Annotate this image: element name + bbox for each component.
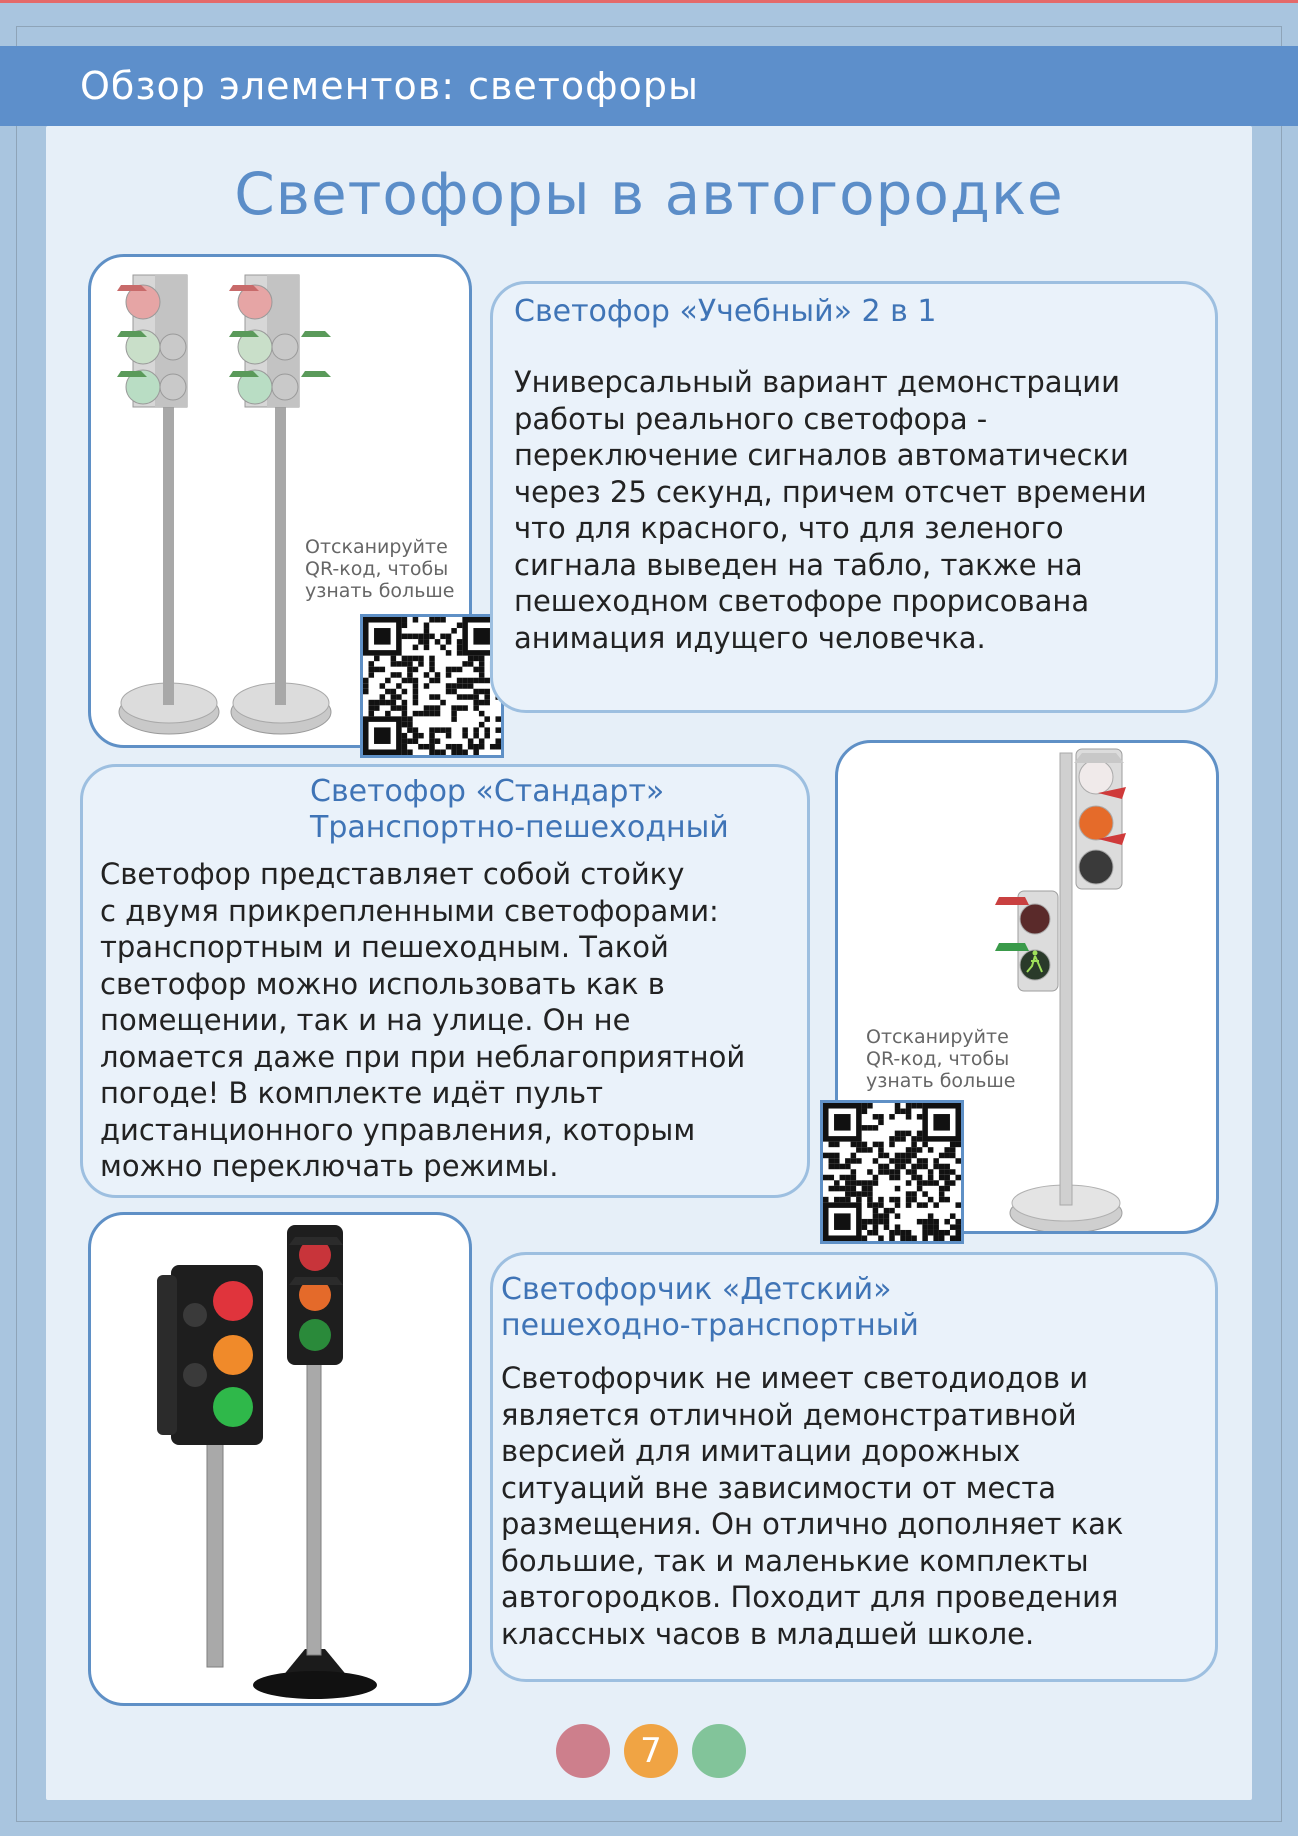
header-title: Обзор элементов: светофоры — [80, 64, 699, 108]
qr-caption-standart: Отсканируйте QR-код, чтобы узнать больше — [866, 1026, 1016, 1092]
traffic-light-left-black — [157, 1265, 263, 1667]
product-title-detsky: Светофорчик «Детский» пешеходно-транспортный — [501, 1272, 919, 1343]
page-dot-green — [692, 1724, 746, 1778]
product-description-standart: Светофор представляет собой стойку с двумя прикрепленными светофорами: транспортным и пешеходным. Такой светофор можно использовать как в помещении, так и на улице. Он не ломается даже при при неблагоприятной погоде! В комплекте идёт пульт дистанционного управления, которым можно переключать режимы. — [100, 857, 746, 1183]
traffic-light-right-black — [253, 1225, 377, 1699]
pedestrian-signal — [995, 891, 1058, 991]
product-description-detsky: Светофорчик не имеет светодиодов и является отличной демонстративной версией для имитации дорожных ситуаций вне зависимости от места размещения. Он отлично дополняет как большие, так и маленькие комплекты автогородков. Походит для проведения классных часов в младшей школе. — [501, 1361, 1124, 1651]
traffic-light-detsky-illustration — [91, 1215, 472, 1706]
qr-code-uchebny[interactable] — [360, 614, 504, 758]
page-number: 7 — [624, 1724, 678, 1778]
traffic-light-left — [117, 275, 219, 734]
qr-caption-uchebny: Отсканируйте QR-код, чтобы узнать больше — [305, 536, 455, 602]
page-dot-red — [556, 1724, 610, 1778]
qr-code-standart[interactable] — [820, 1100, 964, 1244]
product-photo-detsky — [88, 1212, 472, 1706]
qr-icon — [823, 1103, 961, 1241]
page-title: Светофоры в автогородке — [234, 160, 1064, 228]
qr-icon — [363, 617, 501, 755]
product-title-standart: Светофор «Стандарт» Транспортно-пешеходный — [310, 774, 729, 845]
top-accent-line — [0, 0, 1298, 3]
page-indicator — [556, 1724, 746, 1780]
traffic-light-right — [229, 275, 331, 734]
vehicle-signal — [1074, 749, 1126, 889]
product-title-uchebny: Светофор «Учебный» 2 в 1 — [514, 294, 937, 329]
product-description-uchebny: Универсальный вариант демонстрации работы реального светофора - переключение сигналов автоматически через 25 секунд, причем отсчет времени что для красного, что для зеленого сигнала выведен на табло, также на пешеходном светофоре прорисована анимация идущего человечка. — [514, 365, 1147, 655]
